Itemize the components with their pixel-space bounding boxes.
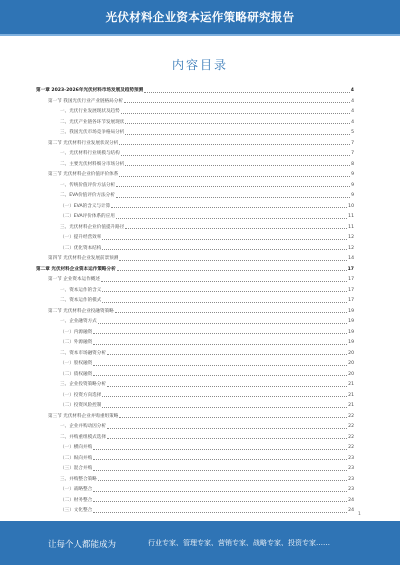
toc-entry-title: 一、光伏行业发展现状及趋势 (60, 109, 120, 114)
toc-leader-dots (98, 323, 347, 324)
toc-entry-title: 三、企业投资策略分析 (60, 382, 106, 387)
toc-entry[interactable] (36, 506, 354, 514)
toc-leader-dots (102, 239, 347, 240)
toc-entry-page: 24 (348, 497, 354, 503)
toc-entry-title: 第二章 光伏材料企业资本运作策略分析 (36, 266, 116, 272)
toc-entry-page: 17 (348, 277, 354, 282)
page-number: 1 (358, 512, 361, 517)
toc-entry[interactable] (36, 107, 354, 115)
toc-entry-page: 22 (348, 424, 354, 429)
toc-entry[interactable] (36, 380, 354, 388)
toc-entry[interactable] (36, 265, 354, 273)
toc-entry[interactable] (36, 296, 354, 304)
toc-entry-page: 19 (348, 308, 354, 314)
toc-entry-title: （一）内源融资 (60, 329, 93, 335)
toc-entry-page: 12 (348, 235, 354, 240)
toc-entry-page: 11 (348, 214, 354, 219)
toc-entry-title: （二）EVA评价体系的应用 (60, 214, 115, 219)
toc-entry[interactable] (36, 422, 354, 430)
toc-entry-title: （一）股权融资 (60, 361, 93, 366)
toc-entry[interactable] (36, 328, 354, 336)
toc-entry-page: 7 (351, 140, 354, 146)
toc-entry-title: （二）外源融资 (60, 340, 93, 345)
toc-leader-dots (93, 344, 347, 345)
toc-entry[interactable] (36, 170, 354, 178)
toc-leader-dots (93, 459, 347, 460)
toc-entry-title: 二、并购重组模式选择 (60, 434, 106, 440)
toc-entry-page: 20 (348, 361, 354, 366)
toc-entry-page: 23 (348, 466, 354, 471)
toc-leader-dots (119, 144, 350, 145)
toc-entry[interactable] (36, 391, 354, 399)
toc-entry-title: 第一节 我国光伏行业产业链格局分析 (48, 98, 123, 104)
toc-entry-page: 21 (348, 382, 354, 387)
toc-entry-page: 11 (348, 224, 354, 230)
toc-entry[interactable] (36, 307, 354, 315)
toc-entry-title: 三、我国光伏市场竞争格局分析 (60, 130, 125, 135)
toc-entry[interactable] (36, 485, 354, 493)
toc-entry[interactable] (36, 317, 354, 325)
toc-entry[interactable] (36, 233, 354, 241)
toc-entry[interactable] (36, 359, 354, 367)
toc-entry[interactable] (36, 212, 354, 220)
toc-entry[interactable] (36, 244, 354, 252)
toc-entry[interactable] (36, 443, 354, 451)
toc-entry-title: （一）战略整合 (60, 487, 93, 492)
table-of-contents (36, 86, 354, 518)
toc-entry[interactable] (36, 275, 354, 283)
toc-leader-dots (93, 512, 347, 513)
toc-entry-title: 一、企业并购动因分析 (60, 424, 106, 429)
toc-leader-dots (115, 312, 347, 313)
toc-entry-title: （二）财务整合 (60, 497, 93, 503)
toc-leader-dots (119, 260, 347, 261)
toc-entry-page: 20 (348, 350, 354, 356)
toc-leader-dots (93, 449, 347, 450)
toc-entry-page: 12 (348, 245, 354, 251)
toc-leader-dots (93, 491, 347, 492)
toc-entry-page: 20 (348, 371, 354, 377)
toc-entry[interactable] (36, 464, 354, 472)
toc-entry-page: 4 (351, 109, 354, 114)
toc-entry-title: 三、并购整合策略 (60, 476, 97, 482)
toc-leader-dots (117, 270, 347, 271)
toc-entry-title: 第二节 光伏材料企业投融资策略 (48, 308, 114, 314)
toc-entry-title: （一）横向并购 (60, 445, 93, 450)
toc-entry-page: 14 (348, 256, 354, 261)
toc-leader-dots (144, 92, 350, 93)
toc-entry[interactable] (36, 496, 354, 504)
toc-entry[interactable] (36, 128, 354, 136)
toc-leader-dots (107, 386, 347, 387)
toc-entry-title: （一）提升经营效率 (60, 235, 102, 240)
toc-entry-page: 9 (351, 172, 354, 177)
toc-leader-dots (102, 396, 347, 397)
toc-entry-page: 19 (348, 340, 354, 345)
toc-leader-dots (107, 438, 347, 439)
toc-entry-title: 三、光伏材料企业价值提升路径 (60, 224, 125, 230)
toc-entry-page: 22 (348, 434, 354, 440)
toc-entry-page: 17 (348, 287, 354, 293)
toc-entry-page: 17 (347, 266, 354, 272)
toc-entry[interactable] (36, 139, 354, 147)
toc-entry-page: 23 (348, 487, 354, 492)
toc-entry[interactable] (36, 149, 354, 157)
toc-entry[interactable] (36, 349, 354, 357)
toc-entry-page: 22 (348, 445, 354, 450)
toc-leader-dots (102, 249, 347, 250)
toc-entry-title: 第一节 企业资本运作概述 (48, 277, 100, 282)
toc-entry-title: 一、企业融资方式 (60, 319, 97, 324)
toc-entry-title: 二、主要光伏材料细分市场分析 (60, 161, 125, 167)
toc-entry-page: 8 (351, 161, 354, 167)
toc-entry-title: （三）混合并购 (60, 466, 93, 471)
toc-entry-title: （二）优化资本结构 (60, 245, 102, 251)
toc-leader-dots (116, 197, 350, 198)
toc-entry-page: 7 (351, 151, 354, 156)
toc-entry[interactable] (36, 191, 354, 199)
toc-entry-title: （二）纵向并购 (60, 455, 93, 461)
toc-leader-dots (93, 365, 347, 366)
toc-heading: 内容目录 (171, 58, 228, 72)
toc-leader-dots (98, 480, 347, 481)
toc-entry[interactable] (36, 160, 354, 168)
toc-entry-title: 第三节 光伏材料企业并购重组策略 (48, 413, 119, 419)
toc-leader-dots (93, 333, 347, 334)
toc-entry[interactable] (36, 97, 354, 105)
toc-entry-title: 第四节 光伏材料企业发展前景预测 (48, 256, 119, 261)
toc-leader-dots (93, 470, 347, 471)
toc-leader-dots (102, 302, 347, 303)
toc-entry[interactable] (36, 475, 354, 483)
toc-entry-page: 23 (348, 455, 354, 461)
toc-entry[interactable] (36, 454, 354, 462)
toc-leader-dots (93, 501, 347, 502)
toc-entry-title: （二）投资风险控制 (60, 403, 102, 408)
toc-entry-page: 22 (348, 413, 354, 419)
toc-leader-dots (119, 417, 347, 418)
toc-entry-page: 4 (351, 119, 354, 125)
toc-leader-dots (93, 375, 347, 376)
toc-entry[interactable] (36, 412, 354, 420)
toc-leader-dots (124, 102, 350, 103)
toc-entry-page: 5 (351, 130, 354, 135)
toc-entry-page: 17 (348, 298, 354, 303)
toc-entry[interactable] (36, 286, 354, 294)
toc-entry-title: 二、资本运作的模式 (60, 298, 102, 303)
toc-entry[interactable] (36, 254, 354, 262)
toc-leader-dots (125, 134, 350, 135)
toc-leader-dots (116, 186, 350, 187)
toc-entry-title: 一、传统价值评价方法分析 (60, 182, 116, 188)
toc-entry-title: （一）EVA的含义与计算 (60, 203, 111, 209)
toc-entry[interactable] (36, 202, 354, 210)
toc-entry-page: 23 (348, 476, 354, 482)
toc-entry-title: 第三节 光伏材料企业价值评价体系 (48, 172, 119, 177)
toc-leader-dots (107, 428, 347, 429)
toc-leader-dots (116, 218, 347, 219)
header-stripe (0, 34, 400, 36)
toc-entry-title: （一）投资方向选择 (60, 392, 102, 398)
toc-leader-dots (125, 165, 350, 166)
toc-leader-dots (125, 123, 350, 124)
toc-leader-dots (125, 228, 347, 229)
toc-leader-dots (121, 155, 350, 156)
toc-leader-dots (102, 291, 347, 292)
toc-entry-title: 一、光伏材料行业规模与结构 (60, 151, 120, 156)
toc-entry[interactable] (36, 181, 354, 189)
toc-entry[interactable] (36, 370, 354, 378)
toc-entry-title: 二、EVA价值评价方法分析 (60, 193, 115, 198)
toc-entry[interactable] (36, 433, 354, 441)
toc-entry-page: 9 (351, 182, 354, 188)
toc-entry-title: （三）文化整合 (60, 508, 93, 513)
toc-leader-dots (107, 354, 347, 355)
toc-entry[interactable] (36, 401, 354, 409)
toc-leader-dots (111, 207, 347, 208)
report-title: 光伏材料企业资本运作策略研究报告 (105, 10, 295, 24)
toc-entry-page: 4 (350, 88, 354, 93)
toc-entry[interactable] (36, 86, 354, 94)
toc-entry-page: 19 (348, 329, 354, 335)
toc-entry-page: 24 (348, 508, 354, 513)
toc-leader-dots (121, 113, 350, 114)
toc-entry-page: 19 (348, 319, 354, 324)
toc-entry[interactable] (36, 338, 354, 346)
toc-entry-page: 4 (351, 98, 354, 104)
toc-entry-title: 二、资本市场融资分析 (60, 350, 106, 356)
toc-entry-page: 21 (348, 392, 354, 398)
toc-entry-title: 一、资本运作的含义 (60, 287, 102, 293)
footer-tagline: 行业专家、管理专家、营销专家、战略专家、投资专家…… (148, 539, 330, 547)
toc-leader-dots (119, 176, 350, 177)
toc-leader-dots (101, 281, 347, 282)
toc-entry[interactable] (36, 223, 354, 231)
toc-entry[interactable] (36, 118, 354, 126)
toc-entry-page: 9 (351, 193, 354, 198)
toc-entry-title: 二、光伏产业链各环节发展现状 (60, 119, 125, 125)
toc-entry-page: 21 (348, 403, 354, 408)
footer-slogan: 让每个人都能成为 (48, 540, 117, 550)
toc-entry-title: 第一章 2023-2026年光伏材料市场发展及趋势预测 (36, 88, 144, 93)
toc-leader-dots (102, 407, 347, 408)
toc-entry-title: （二）债权融资 (60, 371, 93, 377)
toc-entry-page: 10 (348, 203, 354, 209)
toc-entry-title: 第二节 光伏材料行业发展状况分析 (48, 140, 119, 146)
